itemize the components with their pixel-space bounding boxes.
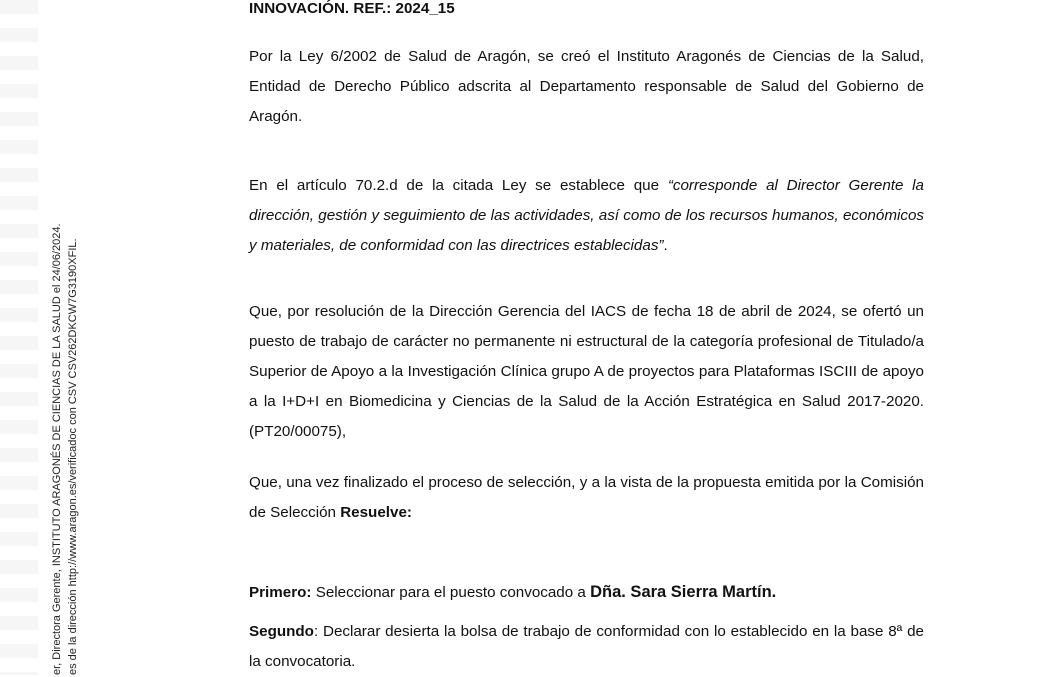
article-end: . [663, 237, 668, 254]
selection-text: Que, una vez finalizado el proceso de selección, y a la vista de la propuesta emitida por la Comisión de Selección [249, 474, 924, 521]
article-quote: “corresponde al Director Gerente la dirección, gestión y seguimiento de las actividades, así como de los recursos humanos, económicos y materiales, de conformidad con las directrices establecidas” [249, 177, 925, 254]
primero-label: Primero: [249, 584, 312, 601]
reference-heading: INNOVACIÓN. REF.: 2024_15 [249, 0, 455, 17]
paragraph-segundo [249, 617, 924, 677]
primero-text: Seleccionar para el puesto convocado a [311, 584, 591, 601]
paragraph-law: Por la Ley 6/2002 de Salud de Aragón, se creó el Instituto Aragonés de Ciencias de la Salud, Entidad de Derecho Público adscrita al Departamento responsable de Salud del Gobierno de Aragón. [249, 48, 924, 125]
signature-sidebar-line-1: er, Directora Gerente, INSTITUTO ARAGONÉS DE CIENCIAS DE LA SALUD el 24/06/2024. [51, 223, 63, 675]
article-intro: En el artículo 70.2.d de la citada Ley se establece que [249, 177, 668, 194]
paragraph-selection [249, 468, 924, 528]
paragraph-primero [249, 577, 924, 608]
selected-candidate-name: Dña. Sara Sierra Martín. [590, 583, 777, 601]
segundo-label: Segundo [249, 623, 314, 640]
paragraph-resolution: Que, por resolución de la Dirección Gerencia del IACS de fecha 18 de abril de 2024, se ofertó un puesto de trabajo de carácter no permanente ni estructural de la categoría profesional de Titulado/a Superior de Apoyo a la Investigación Clínica grupo A de proyectos para Plataformas ISCIII de apoyo a la I+D+I en Biomedicina y Ciencias de la Salud de la Acción Estratégica en Salud 2017-2020. (PT20/00075), [249, 303, 924, 440]
segundo-text: : Declarar desierta la bolsa de trabajo de conformidad con lo establecido en la base 8ª de la convocatoria. [249, 623, 924, 670]
resuelve-label: Resuelve: [340, 504, 412, 521]
verification-sidebar-line-2: es de la dirección http://www.aragon.es/verificadoc con CSV CSV262DKCW7G3190XFIL. [67, 238, 79, 675]
watermark-strip [0, 0, 38, 675]
paragraph-article [249, 171, 924, 261]
